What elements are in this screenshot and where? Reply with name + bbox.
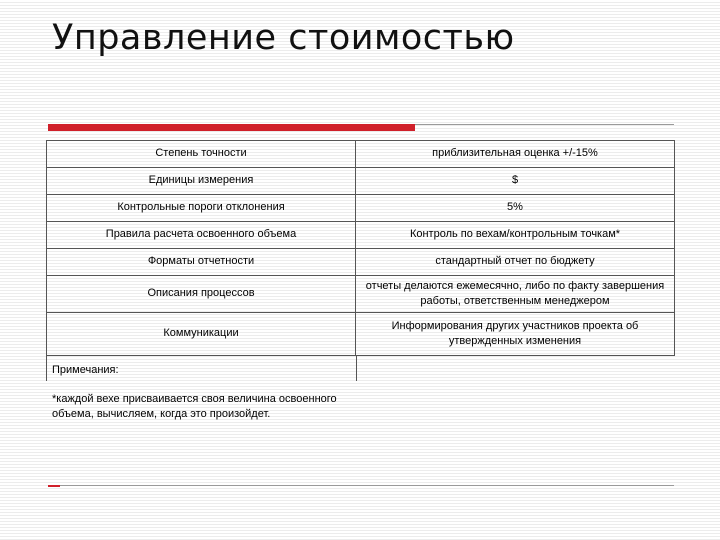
notes-heading: Примечания:	[52, 364, 119, 376]
row-value: отчеты делаются ежемесячно, либо по факту завершения работы, ответственным менеджером	[356, 276, 675, 313]
table-row	[47, 141, 675, 168]
table-row	[47, 313, 675, 356]
row-label: Степень точности	[47, 141, 356, 168]
row-value: 5%	[356, 195, 675, 222]
row-value: стандартный отчет по бюджету	[356, 249, 675, 276]
row-label: Контрольные пороги отклонения	[47, 195, 356, 222]
table-row	[47, 222, 675, 249]
notes-text: *каждой вехе присваивается своя величина освоенного объема, вычисляем, когда это произойдет.	[52, 393, 337, 421]
row-label: Единицы измерения	[47, 168, 356, 195]
row-value: $	[356, 168, 675, 195]
row-value: Информирования других участников проекта об утвержденных изменения	[356, 313, 675, 356]
header-accent-bar	[48, 124, 415, 131]
cost-management-table	[46, 140, 675, 356]
table-row	[47, 276, 675, 313]
table-row	[47, 249, 675, 276]
footer-accent	[48, 485, 60, 487]
row-label: Форматы отчетности	[47, 249, 356, 276]
row-value: Контроль по вехам/контрольным точкам*	[356, 222, 675, 249]
footer-divider	[48, 485, 674, 486]
row-value: приблизительная оценка +/-15%	[356, 141, 675, 168]
row-label: Описания процессов	[47, 276, 356, 313]
row-label: Коммуникации	[47, 313, 356, 356]
row-label: Правила расчета освоенного объема	[47, 222, 356, 249]
table-row	[47, 195, 675, 222]
table-row	[47, 168, 675, 195]
page-title: Управление стоимостью	[52, 18, 515, 58]
